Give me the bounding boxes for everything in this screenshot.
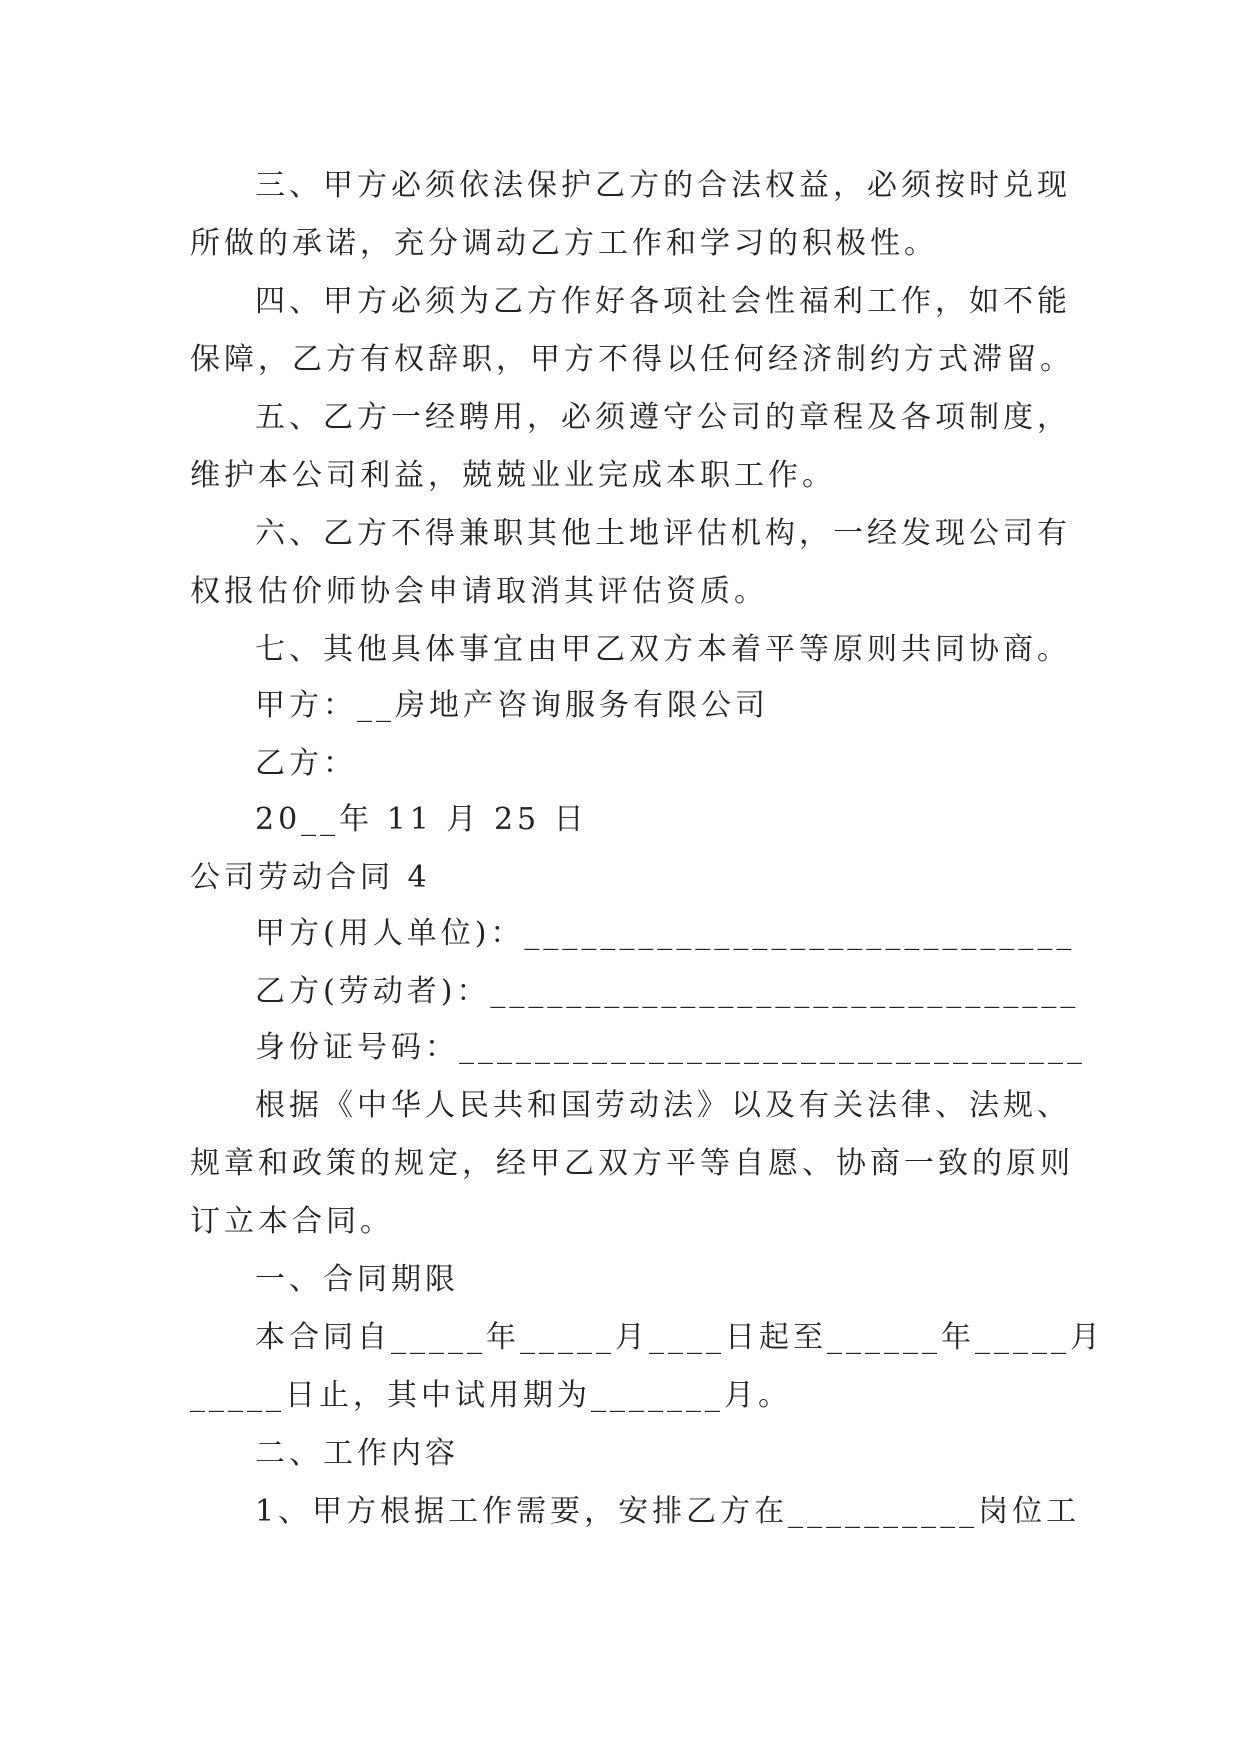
employer-field-line: 甲方(用人单位)：_____________________________ <box>255 916 1076 951</box>
paragraph-line: 四、甲方必须为乙方作好各项社会性福利工作，如不能 <box>255 284 1071 319</box>
paragraph-line: 五、乙方一经聘用，必须遵守公司的章程及各项制度， <box>255 400 1071 435</box>
party-a-line: 甲方：__房地产咨询服务有限公司 <box>255 688 769 723</box>
clause-heading: 二、工作内容 <box>255 1436 459 1471</box>
paragraph-line: 权报估价师协会申请取消其评估资质。 <box>190 574 768 609</box>
employee-field-line: 乙方(劳动者)：_______________________________ <box>255 974 1080 1009</box>
paragraph-line: _____日止，其中试用期为_______月。 <box>190 1378 792 1413</box>
paragraph-line: 根据《中华人民共和国劳动法》以及有关法律、法规、 <box>255 1088 1071 1123</box>
party-b-line: 乙方： <box>255 746 357 781</box>
paragraph-line: 六、乙方不得兼职其他土地评估机构，一经发现公司有 <box>255 516 1071 551</box>
paragraph-line: 保障，乙方有权辞职，甲方不得以任何经济制约方式滞留。 <box>190 342 1074 377</box>
paragraph-line: 三、甲方必须依法保护乙方的合法权益，必须按时兑现 <box>255 168 1071 203</box>
paragraph-line: 订立本合同。 <box>190 1204 394 1239</box>
paragraph-line: 所做的承诺，充分调动乙方工作和学习的积极性。 <box>190 226 938 261</box>
section-title: 公司劳动合同 4 <box>190 860 431 895</box>
id-number-field-line: 身份证号码：_________________________________ <box>255 1030 1086 1065</box>
paragraph-line: 本合同自_____年_____月____日起至______年_____月 <box>255 1320 1104 1355</box>
clause-heading: 一、合同期限 <box>255 1262 459 1297</box>
paragraph-line: 规章和政策的规定，经甲乙双方平等自愿、协商一致的原则 <box>190 1146 1074 1181</box>
paragraph-line: 维护本公司利益，兢兢业业完成本职工作。 <box>190 458 836 493</box>
date-line: 20__年 11 月 25 日 <box>255 802 588 837</box>
paragraph-line: 七、其他具体事宜由甲乙双方本着平等原则共同协商。 <box>255 632 1071 667</box>
paragraph-line: 1、甲方根据工作需要，安排乙方在__________岗位工 <box>255 1494 1081 1529</box>
